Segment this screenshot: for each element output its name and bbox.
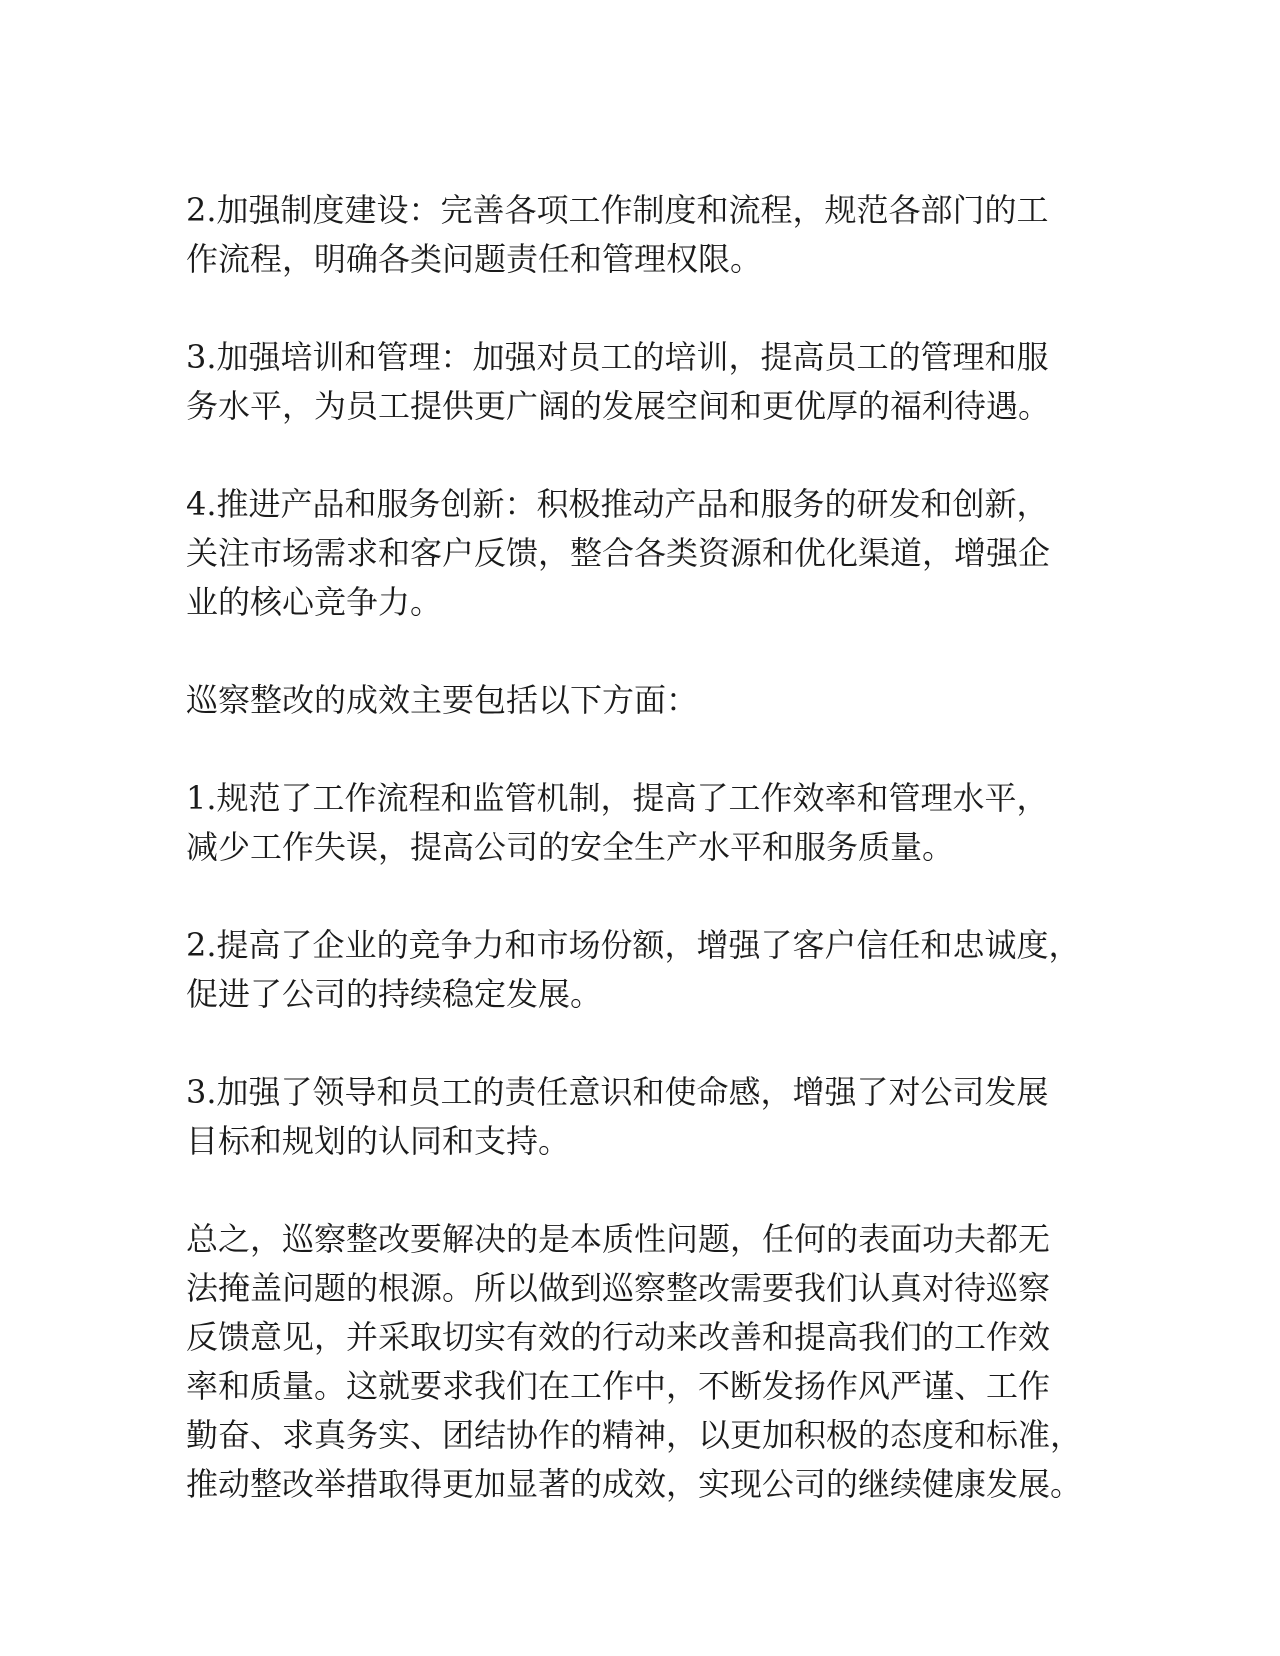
paragraph-result-3: [186, 1068, 1106, 1166]
paragraph-line: 2.提高了企业的竞争力和市场份额，增强了客户信任和忠诚度，: [186, 926, 1081, 964]
paragraph-measure-3: [186, 333, 1106, 431]
document-body: [186, 186, 1106, 1509]
paragraph-line: 勤奋、求真务实、团结协作的精神，以更加积极的态度和标准，: [186, 1416, 1083, 1454]
paragraph-line: 3.加强了领导和员工的责任意识和使命感，增强了对公司发展: [186, 1073, 1049, 1111]
paragraph-line: 总之，巡察整改要解决的是本质性问题，任何的表面功夫都无: [186, 1220, 1051, 1258]
paragraph-line: 1.规范了工作流程和监管机制，提高了工作效率和管理水平，: [186, 779, 1049, 817]
paragraph-line: 务水平，为员工提供更广阔的发展空间和更优厚的福利待遇。: [186, 387, 1051, 425]
paragraph-measure-4: [186, 480, 1106, 627]
paragraph-line: 率和质量。这就要求我们在工作中，不断发扬作风严谨、工作: [186, 1367, 1051, 1405]
paragraph-line: 法掩盖问题的根源。所以做到巡察整改需要我们认真对待巡察: [186, 1269, 1051, 1307]
paragraph-line: 2.加强制度建设：完善各项工作制度和流程，规范各部门的工: [186, 191, 1049, 229]
paragraph-results-intro: [186, 676, 1106, 725]
paragraph-line: 目标和规划的认同和支持。: [186, 1122, 571, 1160]
paragraph-line: 巡察整改的成效主要包括以下方面：: [186, 681, 699, 719]
paragraph-line: 减少工作失误，提高公司的安全生产水平和服务质量。: [186, 828, 955, 866]
paragraph-result-2: [186, 921, 1106, 1019]
paragraph-line: 业的核心竞争力。: [186, 583, 443, 621]
paragraph-measure-2: [186, 186, 1106, 284]
paragraph-conclusion: [186, 1215, 1106, 1509]
paragraph-line: 作流程，明确各类问题责任和管理权限。: [186, 240, 763, 278]
paragraph-line: 4.推进产品和服务创新：积极推动产品和服务的研发和创新，: [186, 485, 1049, 523]
paragraph-result-1: [186, 774, 1106, 872]
paragraph-line: 反馈意见，并采取切实有效的行动来改善和提高我们的工作效: [186, 1318, 1051, 1356]
paragraph-line: 促进了公司的持续稳定发展。: [186, 975, 603, 1013]
paragraph-line: 推动整改举措取得更加显著的成效，实现公司的继续健康发展。: [186, 1465, 1083, 1503]
paragraph-line: 关注市场需求和客户反馈，整合各类资源和优化渠道，增强企: [186, 534, 1051, 572]
paragraph-line: 3.加强培训和管理：加强对员工的培训，提高员工的管理和服: [186, 338, 1049, 376]
